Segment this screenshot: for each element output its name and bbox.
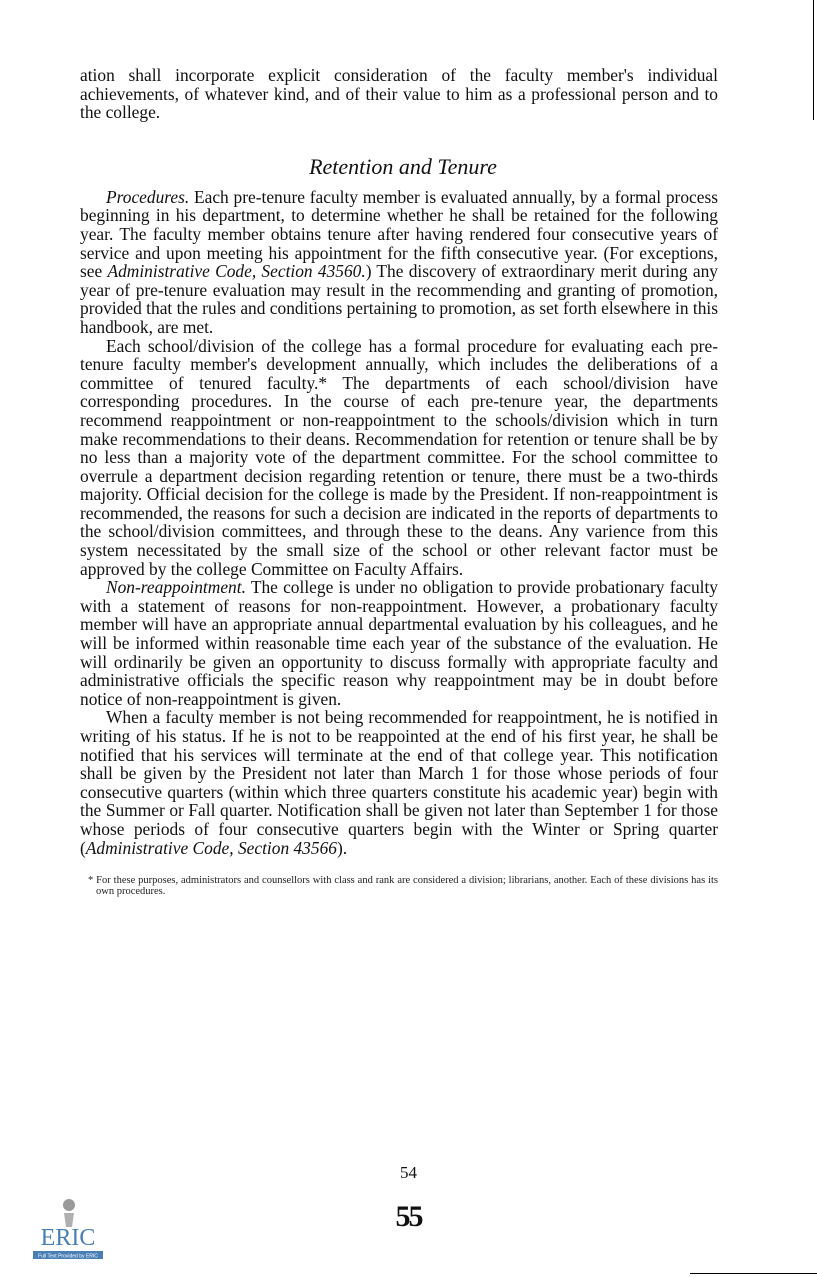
eric-logo-emblem-icon bbox=[63, 1199, 75, 1211]
procedures-text: Each pre-tenure faculty member is evaluated annually, by a formal process beginning in his department, to determine whether he shall be retained for the following year. The faculty member obtains tenure after having rendered four consecutive years of service and upon meeting his appointment for the fifth consecutive year. (For exceptions, see bbox=[80, 186, 718, 282]
page-number: 54 bbox=[400, 1163, 417, 1182]
eric-logo-name: ERIC bbox=[40, 1225, 96, 1251]
non-reappointment-paragraph bbox=[80, 578, 718, 708]
eric-logo bbox=[31, 1197, 106, 1261]
non-reappointment-text: The college is under no obligation to provide probationary faculty with a statement of reasons for non-reappointment. However, a probationary faculty member will have an appropriate annual departmental evaluation by his colleagues, and he will be informed within reasonable time each year of the substance of the evaluation. He will ordinarily be given an opportunity to discuss formally with appropriate faculty and administrative officials the specific reason why reappointment may be in doubt before notice of non-reappointment is given. bbox=[80, 577, 718, 709]
notification-text-end: ). bbox=[336, 837, 348, 858]
page-stamp: 55 bbox=[395, 1200, 422, 1233]
school-division-paragraph: Each school/division of the college has a formal procedure for evaluating each pre-tenure faculty member's development annually, which includes the deliberations of a committee of tenured faculty.* The departments of each school/division have corresponding procedures. In the course of each pre-tenure year, the departments recommend reappointment or non-reappointment to the schools/division which in turn make recommendations to their deans. Recommendation for retention or tenure shall be by no less than a majority vote of the department committee. For the school committee to overrule a department decision regarding retention or tenure, there must be a two-thirds majority. Official decision for the college is made by the President. If non-reappointment is recommended, the reasons for such a decision are indicated in the reports of departments to the school/division committees, and through these to the deans. Any varience from this system necessitated by the small size of the school or other relevant factor must be approved by the college Committee on Faculty Affairs. bbox=[80, 335, 718, 579]
procedures-label: Procedures. bbox=[106, 186, 190, 207]
notification-reference: Administrative Code, Section 43566 bbox=[85, 837, 337, 858]
procedures-reference: Administrative Code, Section 43560. bbox=[107, 261, 366, 282]
procedures-paragraph bbox=[80, 188, 718, 337]
eric-logo-tagline: Full Text Provided by ERIC bbox=[38, 1253, 98, 1260]
notification-text: When a faculty member is not being recommended for reappointment, he is notified in writing of his status. If he is not to be reappointed at the end of his first year, he shall be notified that his services will terminate at the end of that college year. This notification shall be given by the President not later than March 1 for those whose periods of four consecutive quarters (within which three quarters constitute his academic year) begin with the Summer or Fall quarter. Notification shall be given not later than September 1 for those whose periods of four consecutive quarters begin with the Winter or Spring quarter ( bbox=[80, 707, 718, 858]
section-heading: Retention and Tenure bbox=[309, 153, 497, 179]
intro-paragraph: ation shall incorporate explicit consideration of the faculty member's individual achievements, of whatever kind, and of their value to him as a professional person and to the college. bbox=[80, 65, 718, 123]
footnote: * For these purposes, administrators and counsellors with class and rank are considered a division; librarians, another. Each of these divisions has its own procedures. bbox=[88, 875, 718, 898]
notification-paragraph bbox=[80, 708, 718, 857]
procedures-text-end: ) The discovery of extraordinary merit during any year of pre-tenure evaluation may result in the recommending and granting of promotion, provided that the rules and conditions pertaining to promotion, as set forth elsewhere in this handbook, are met. bbox=[80, 261, 719, 337]
scan-edge-mark-bottom bbox=[690, 1273, 817, 1274]
document-page bbox=[80, 66, 718, 897]
non-reappointment-label: Non-reappointment. bbox=[106, 577, 246, 598]
scan-edge-mark-right bbox=[813, 0, 814, 120]
